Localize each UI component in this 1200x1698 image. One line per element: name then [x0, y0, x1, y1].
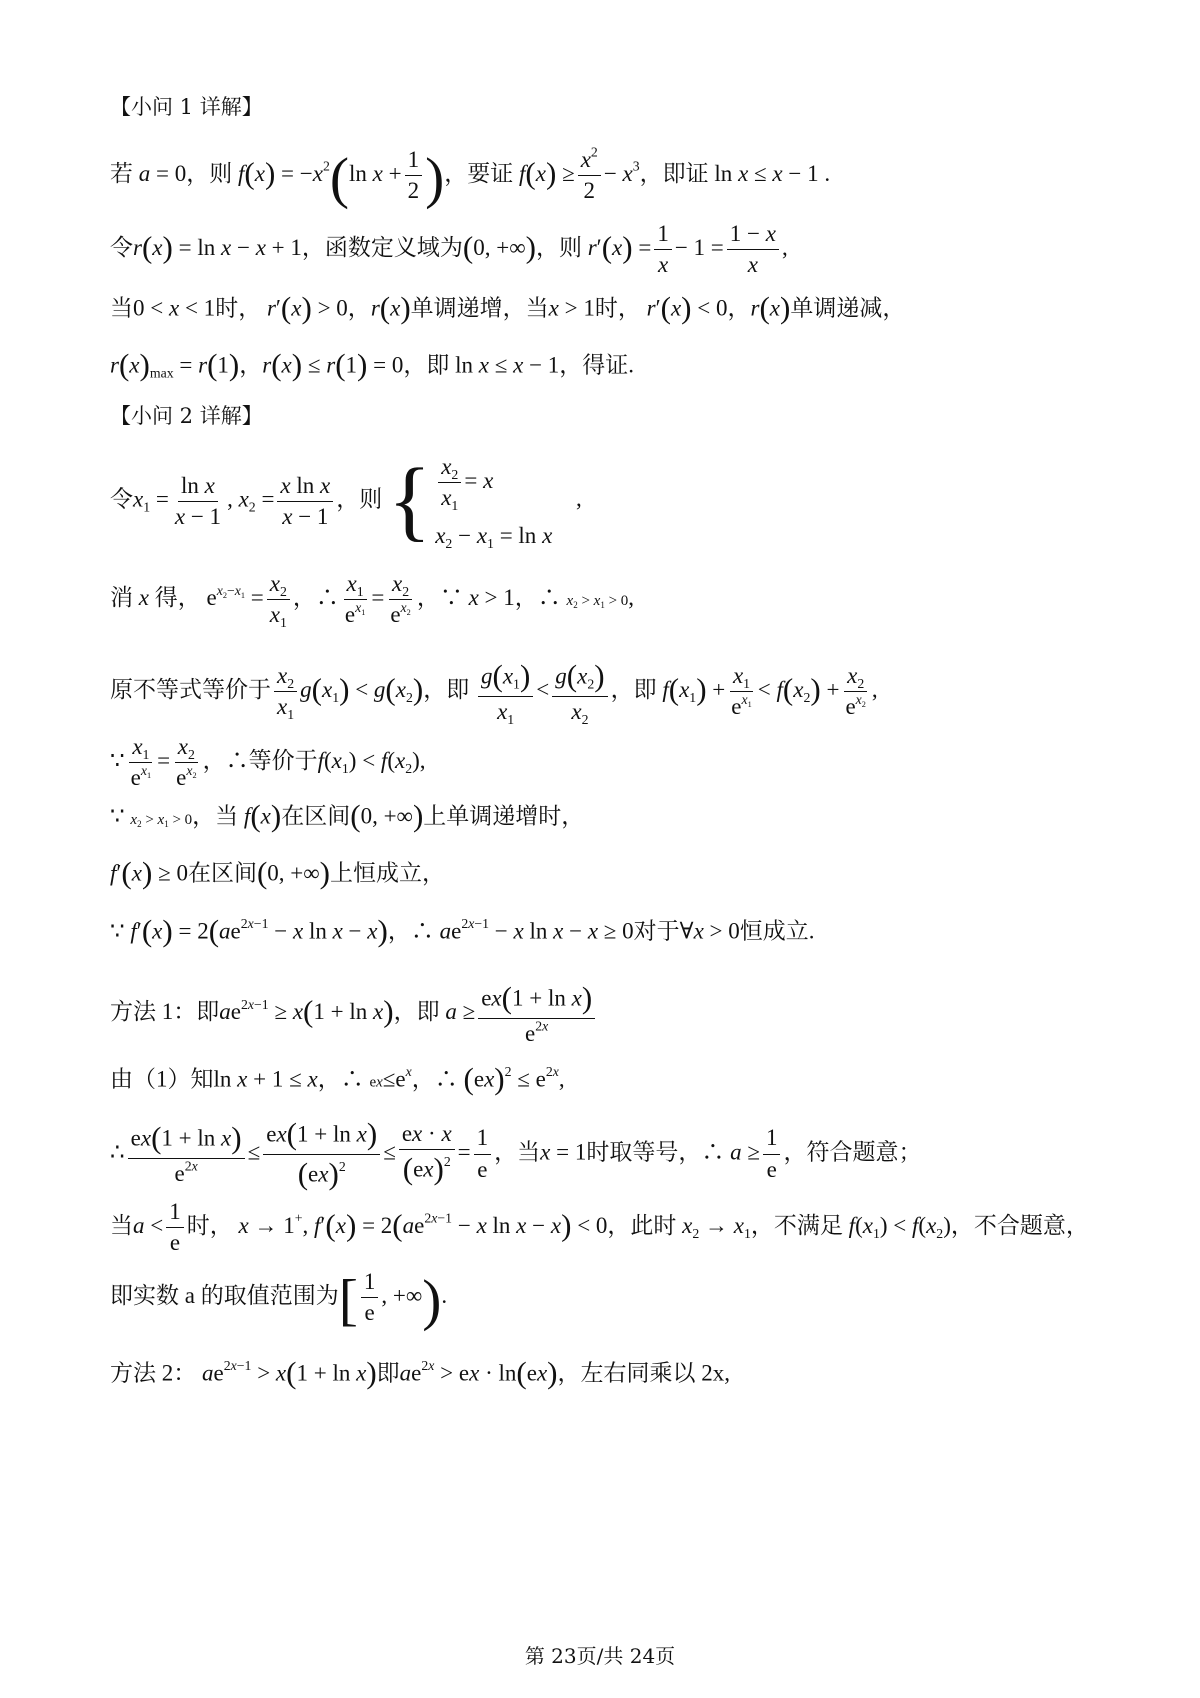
line-monotone-condition: ∵ $x_2 > x_1 > 0$，当 f(x)在区间(0, +∞)上单调递增时，	[110, 798, 585, 833]
line-define-x1-x2: 令$x_1$ = $\frac{\text{ln x}}{x - 1}$ , $x_2$ = $\frac{\text{x ln x}}{x - 1}$ ，则 { $\frac{x_2}{x_1}$ = x $x_2 - x_1 = \ln x$ ,	[110, 451, 582, 552]
line-eliminate-x: 消 x 得， $e^{x_2-x_1}$ = $\frac{x_2}{x_1}$ ，∴ $\frac{x_1}{e^{x_1}}$ = $\frac{x_2}{e^{x_2}}$ ，∵ x > 1，∴ $x_2 > x_1 > 0$,	[110, 571, 635, 630]
line-r-max: $r(x)_{max} = r(1)$，r(x) ≤ r(1) = 0，即 ln x ≤ x − 1，得证.	[110, 347, 635, 382]
line-original-equivalent: 原不等式等价于 $\frac{x_2}{x_1}$ $g(x_1) < g(x_2)$，即 $\frac{g(x_1)}{x_1}$ < $\frac{g(x_2)}{x_2}$ ，即 $f(x_1)$ + $\frac{x_1}{e^{x_1}}$ < $f(x_2)$ + $\frac{x_2}{e^{x_2}}$ ,	[110, 658, 878, 727]
part2-heading: 【小问 2 详解】	[110, 404, 263, 428]
line-method-1: 方法 1：即$ae^{2x-1} \ge x(1 + \ln x)$，即 a ≥ $\frac{\text{ex(1 + ln x)}}{e^{2x}}$	[110, 982, 1140, 1046]
line-counterexample: 当a < $\frac{1}{e}$ 时， x → 1+, $f'(x) = 2(ae^{2x-1} - x$ ln x − x) < 0，此时 $x_2 \to x_1$，不满足 $f(x_1) < f(x_2)$，不合题意，	[110, 1199, 1089, 1256]
part1-heading: 【小问 1 详解】	[110, 95, 263, 119]
line-chain-inequality: ∴ $\frac{\text{ex(1 + ln x)}}{e^{2x}}$ ≤ $\frac{\text{ex(1 + ln x)}}{(ex)^2}$ ≤ $\frac{ex \cdot x}{(ex)^2}$ = $\frac{1}{e}$ ，当x = 1时取等号，∴ a ≥ $\frac{1}{e}$ ，符合题意；	[110, 1116, 922, 1191]
page-footer: 第 23页/共 24页	[524, 1644, 676, 1668]
equation-system: { $\frac{x_2}{x_1}$ = x $x_2 - x_1 = \ln x$	[388, 451, 553, 552]
line-range: 即实数 a 的取值范围为[ $\frac{1}{e}$ , +∞).	[110, 1269, 448, 1333]
line-monotonicity: 当0 < x < 1时， r′(x) > 0，r(x)单调递增，当x > 1时， r′(x) < 0，r(x)单调递减，	[110, 290, 906, 325]
line-derivative-formula: ∵ $f'(x) = 2(ae^{2x-1} - x$ ln x − x)，∴ $ae^{2x-1} - x$ ln x − x ≥ 0对于∀x > 0恒成立.	[110, 913, 815, 948]
line-derivative-nonneg: f′(x) ≥ 0在区间(0, +∞)上恒成立，	[110, 855, 446, 890]
line-if-a-zero: 若 a = 0，则 $f(x) = -x^2(\ln$ x + $\frac{1}{2}$ )，要证 f(x) ≥ $\frac{x^2}{2}$ − $x^3$，即证 ln x ≤ x − 1 .	[110, 144, 831, 211]
line-equivalent-f: ∵ $\frac{x_1}{e^{x_1}}$ = $\frac{x_2}{e^{x_2}}$ ，∴等价于$f(x_1) < f(x_2)$,	[110, 734, 426, 791]
line-define-r: 令r(x) = ln x − x + 1，函数定义域为(0, +∞)，则 r′(x) = $\frac{1}{x}$ − 1 = $\frac{1 - x}{x}$ ,	[110, 221, 788, 278]
line-from-part1: 由（1）知ln x + 1 ≤ x，∴ $ex\le e^x$，∴ $(ex)^2 \le e^{2x}$,	[110, 1061, 565, 1096]
line-method-2: 方法 2： $ae^{2x-1} > x(1 + \ln x)$即$ae^{2x}$ > ex · ln(ex)，左右同乘以 2x,	[110, 1355, 731, 1390]
